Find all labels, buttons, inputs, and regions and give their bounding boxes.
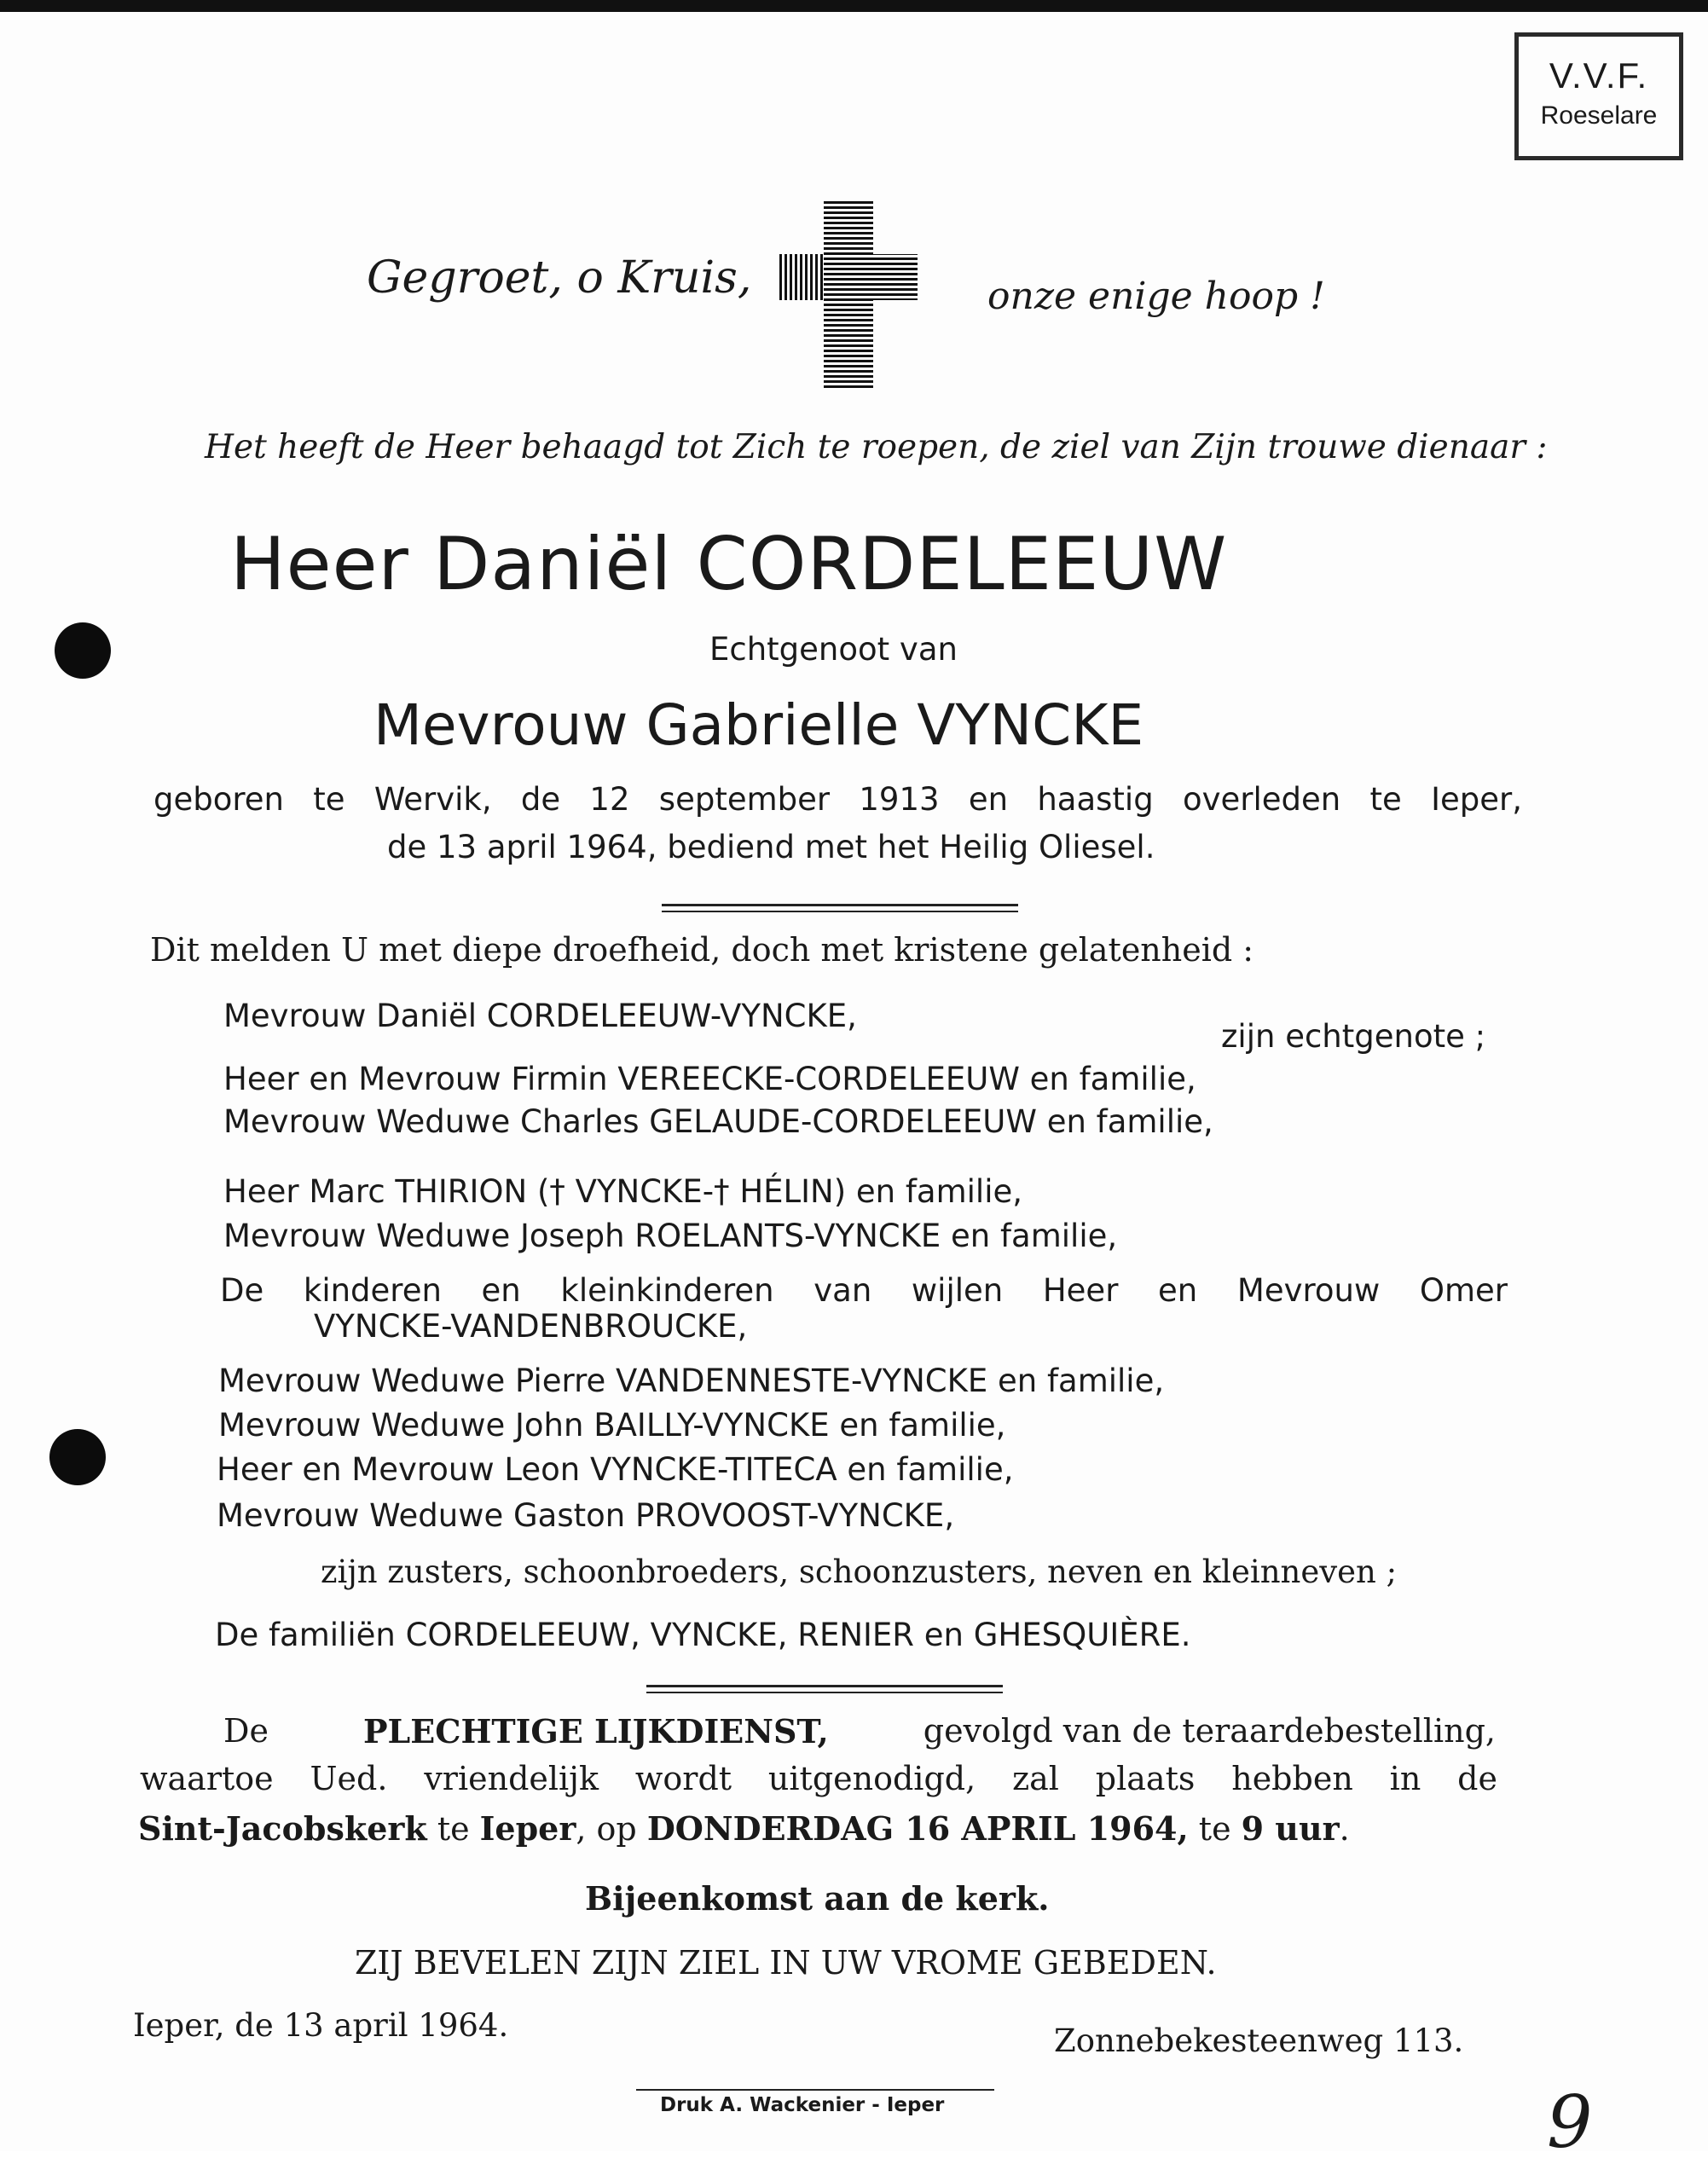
family-line-9: Heer en Mevrouw Leon VYNCKE-TITECA en familie,	[217, 1451, 1014, 1488]
family-line-3: Heer Marc THIRION († VYNCKE-† HÉLIN) en familie,	[223, 1173, 1022, 1210]
greeting-right: onze enige hoop !	[987, 275, 1325, 318]
archive-stamp	[1514, 32, 1683, 160]
scan-edge	[0, 0, 1708, 12]
printer-rule	[636, 2089, 994, 2091]
stamp-line-2: Roeselare	[1540, 101, 1658, 130]
divider-1	[662, 904, 1018, 912]
family-line-10: Mevrouw Weduwe Gaston PROVOOST-VYNCKE,	[217, 1497, 955, 1534]
deceased-name: Heer Daniël CORDELEEUW	[230, 522, 1228, 607]
family-line-2: Mevrouw Weduwe Charles GELAUDE-CORDELEEUW en familie,	[223, 1103, 1213, 1140]
intro-text: Het heeft de Heer behaagd tot Zich te roepen, de ziel van Zijn trouwe dienaar :	[205, 428, 1548, 466]
funeral-line-2: waartoe Ued. vriendelijk wordt uitgenodigd, zal plaats hebben in de	[140, 1760, 1497, 1797]
relatives-line: zijn zusters, schoonbroeders, schoonzusters, neven en kleinneven ;	[321, 1554, 1398, 1590]
greeting-left: Gegroet, o Kruis,	[367, 252, 752, 304]
family-line-6: VYNCKE-VANDENBROUCKE,	[314, 1308, 748, 1345]
relation-label: Echtgenoot van	[709, 631, 958, 668]
address: Zonnebekesteenweg 113.	[1054, 2022, 1464, 2059]
family-line-4: Mevrouw Weduwe Joseph ROELANTS-VYNCKE en familie,	[223, 1218, 1118, 1254]
family-line-7: Mevrouw Weduwe Pierre VANDENNESTE-VYNCKE en familie,	[218, 1363, 1165, 1399]
families-line: De familiën CORDELEEUW, VYNCKE, RENIER en GHESQUIÈRE.	[215, 1617, 1191, 1653]
prayer-line: ZIJ BEVELEN ZIJN ZIEL IN UW VROME GEBEDEN.	[355, 1944, 1217, 1982]
printer-credit: Druk A. Wackenier - Ieper	[660, 2094, 945, 2116]
stamp-line-1: V.V.F.	[1549, 55, 1649, 95]
divider-2	[646, 1685, 1003, 1693]
gathering-line: Bijeenkomst aan de kerk.	[585, 1879, 1050, 1918]
family-line-1: Heer en Mevrouw Firmin VEREECKE-CORDELEEUW en familie,	[223, 1061, 1196, 1097]
birth-death-line-2: de 13 april 1964, bediend met het Heilig Oliesel.	[387, 829, 1155, 865]
funeral-line-3: Sint-Jacobskerk te Ieper, op DONDERDAG 16 APRIL 1964, te 9 uur.	[138, 1809, 1350, 1848]
spouse-name: Mevrouw Gabrielle VYNCKE	[373, 692, 1144, 758]
funeral-line-1: De PLECHTIGE LIJKDIENST, gevolgd van de teraardebestelling,	[223, 1712, 1496, 1750]
punch-hole-bottom	[49, 1429, 106, 1485]
widow-role: zijn echtgenote ;	[1221, 1018, 1486, 1055]
birth-death-line-1: geboren te Wervik, de 12 september 1913 en haastig overleden te Ieper,	[153, 781, 1522, 818]
page-number: 9	[1547, 2080, 1593, 2164]
punch-hole-top	[55, 622, 111, 679]
family-line-5: De kinderen en kleinkinderen van wijlen Heer en Mevrouw Omer	[220, 1272, 1508, 1309]
cross-icon	[779, 201, 918, 391]
announcement-text: Dit melden U met diepe droefheid, doch met kristene gelatenheid :	[150, 931, 1254, 969]
family-line-8: Mevrouw Weduwe John BAILLY-VYNCKE en familie,	[218, 1407, 1006, 1444]
widow-name: Mevrouw Daniël CORDELEEUW-VYNCKE,	[223, 998, 857, 1034]
place-date: Ieper, de 13 april 1964.	[133, 2007, 509, 2044]
